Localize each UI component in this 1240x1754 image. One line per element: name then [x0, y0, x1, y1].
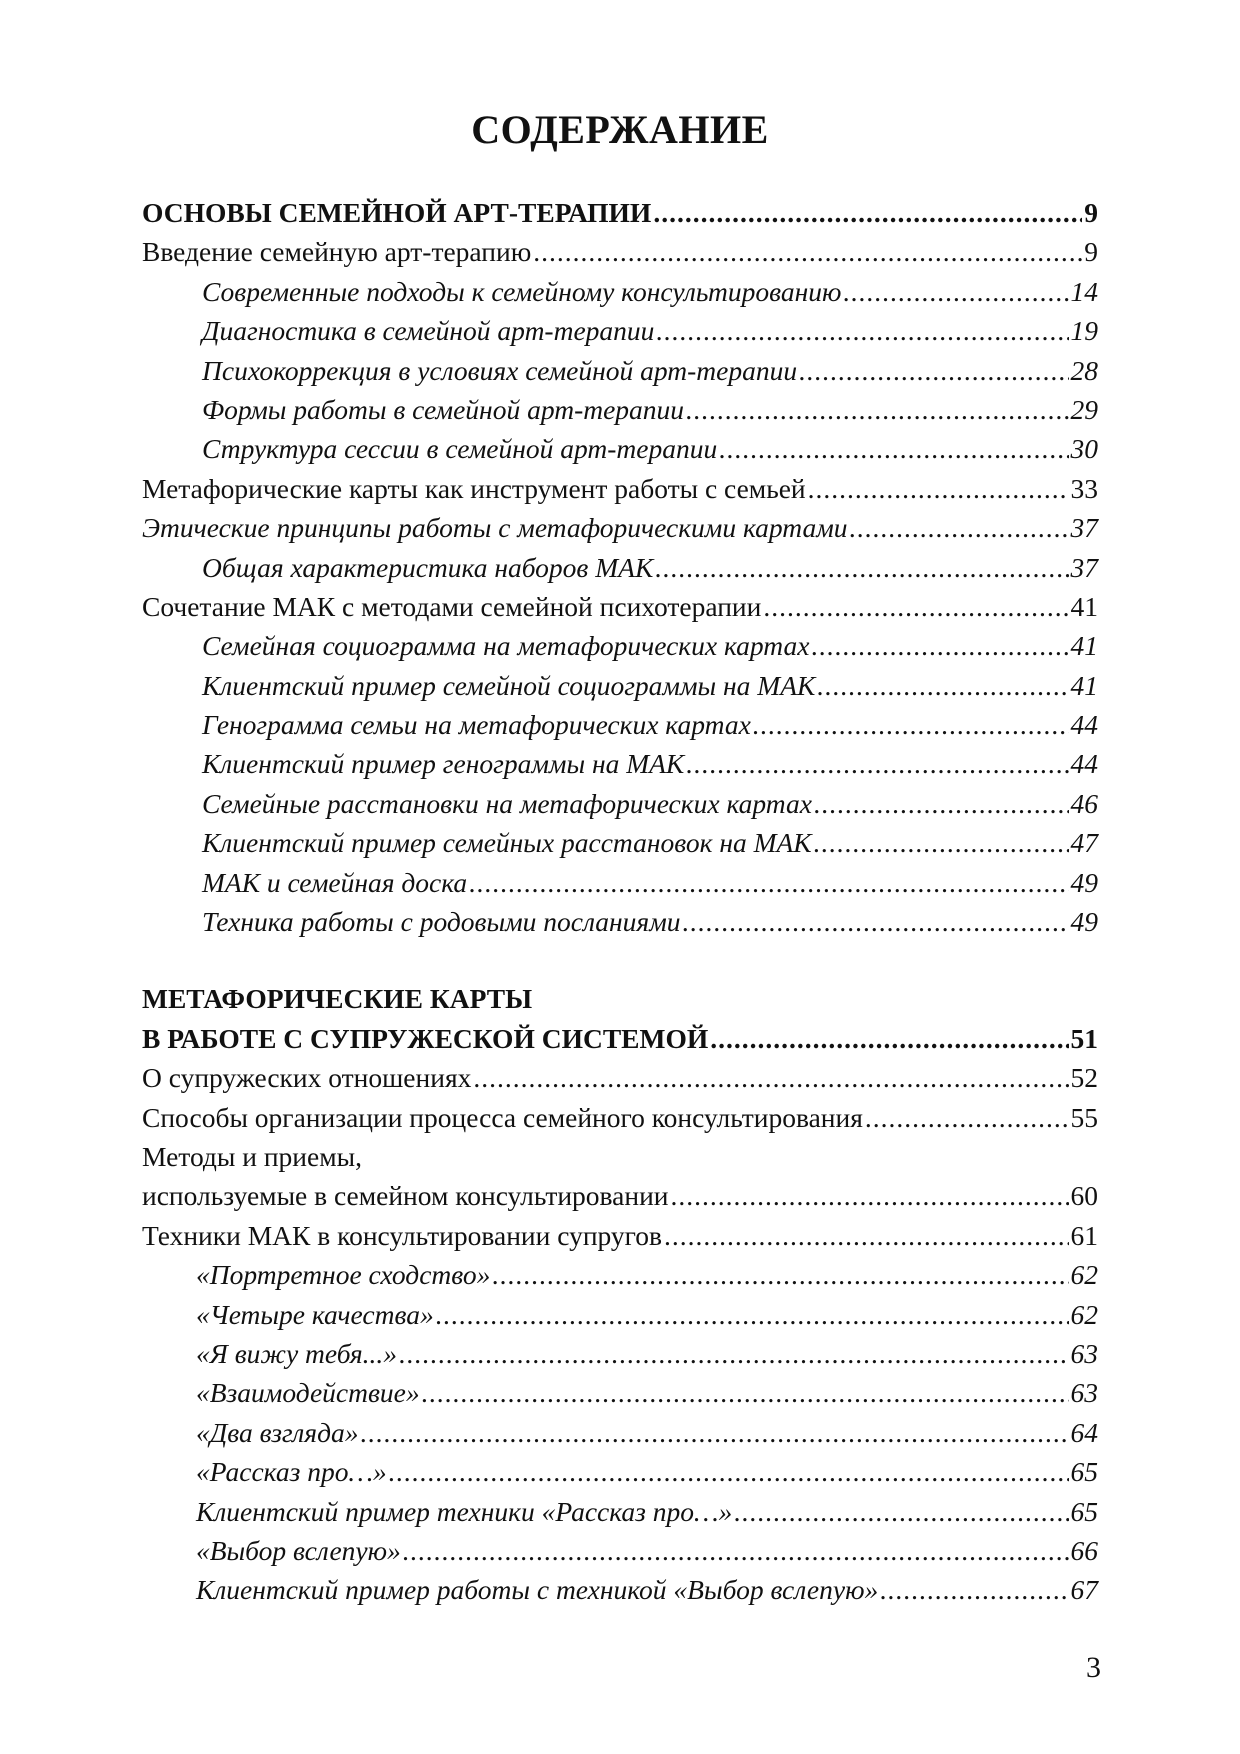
toc-entry	[142, 902, 1098, 941]
toc-entry-page: 66	[1070, 1534, 1098, 1566]
toc-entry-label: В РАБОТЕ С СУПРУЖЕСКОЙ СИСТЕМОЙ	[142, 1022, 709, 1054]
toc-dot-leader	[811, 626, 1068, 665]
toc-entry-label: используемые в семейном консультировании	[142, 1180, 669, 1212]
toc-entry-label: Психокоррекция в условиях семейной арт-терапии	[202, 354, 798, 386]
toc-dot-leader	[814, 823, 1069, 862]
toc-dot-leader	[843, 272, 1068, 311]
toc-entry-page: 41	[1070, 669, 1098, 701]
toc-entry-page: 64	[1070, 1416, 1098, 1448]
toc-entry-page: 51	[1070, 1022, 1098, 1054]
toc-entry-page: 61	[1070, 1219, 1098, 1251]
toc-dot-leader	[865, 1098, 1069, 1137]
toc-entry-page: 62	[1070, 1298, 1098, 1330]
toc-entry-page: 41	[1070, 630, 1098, 662]
toc-dot-leader	[686, 744, 1068, 783]
toc-entry-label: «Я вижу тебя...»	[196, 1337, 398, 1369]
toc-entry-page: 49	[1070, 906, 1098, 938]
toc-entry	[142, 1019, 1098, 1058]
toc-entry-label: Семейная социограмма на метафорических картах	[202, 630, 810, 662]
toc-entry-page: 62	[1070, 1259, 1098, 1291]
page-title: СОДЕРЖАНИЕ	[471, 107, 769, 152]
toc-entry	[142, 1216, 1098, 1255]
toc-dot-leader	[436, 1295, 1069, 1334]
toc-entry	[142, 1531, 1098, 1570]
toc-entry-label: «Портретное сходство»	[196, 1259, 491, 1291]
toc-entry-label: Структура сессии в семейной арт-терапии	[202, 433, 718, 465]
toc-entry-label: «Взаимодействие»	[196, 1377, 420, 1409]
toc-entry	[142, 979, 1098, 1018]
toc-entry-page: 28	[1070, 354, 1098, 386]
toc-entry-label: Клиентский пример семейной социограммы на МАК	[202, 669, 816, 701]
toc-entry-label: Техники МАК в консультировании супругов	[142, 1219, 663, 1251]
toc-entry-label: Метафорические карты как инструмент работы с семьей	[142, 472, 806, 504]
toc-entry-page: 9	[1084, 197, 1098, 228]
toc-entry-page: 67	[1070, 1574, 1098, 1606]
toc-dot-leader	[850, 508, 1069, 547]
toc-entry-page: 65	[1070, 1456, 1098, 1488]
toc-entry	[142, 311, 1098, 350]
toc-dot-leader	[664, 1216, 1068, 1255]
toc-entry-label: Клиентский пример работы с техникой «Выбор вслепую»	[196, 1574, 879, 1606]
toc-dot-leader	[753, 705, 1069, 744]
toc-entry	[142, 1058, 1098, 1097]
toc-entry	[142, 1334, 1098, 1373]
toc-entry-page: 52	[1070, 1062, 1098, 1094]
toc-entry-page: 14	[1070, 275, 1098, 307]
toc-entry	[142, 1492, 1098, 1531]
toc-entry-label: «Выбор вслепую»	[196, 1534, 401, 1566]
toc-entry-label: О супружеских отношениях	[142, 1062, 472, 1094]
toc-dot-leader	[533, 232, 1082, 271]
toc-entry	[142, 1373, 1098, 1412]
toc-dot-leader	[763, 587, 1068, 626]
toc-entry-label: «Рассказ про…»	[196, 1456, 387, 1488]
toc-dot-leader	[653, 193, 1082, 232]
toc-entry-label: ОСНОВЫ СЕМЕЙНОЙ АРТ-ТЕРАПИИ	[142, 197, 652, 228]
toc-dot-leader	[473, 1058, 1068, 1097]
toc-entry-label: Формы работы в семейной арт-терапии	[202, 393, 685, 425]
toc-entry	[142, 232, 1098, 271]
toc-entry-page: 37	[1070, 512, 1098, 544]
toc-dot-leader	[814, 784, 1069, 823]
toc-dot-leader	[671, 1176, 1069, 1215]
toc-dot-leader	[492, 1255, 1068, 1294]
toc-entry-label: Способы организации процесса семейного консультирования	[142, 1101, 863, 1133]
toc-dot-leader	[469, 863, 1068, 902]
toc-entry-page: 46	[1070, 787, 1098, 819]
toc-entry	[142, 863, 1098, 902]
toc-entry	[142, 390, 1098, 429]
toc-entry	[142, 744, 1098, 783]
page-number: 3	[1086, 1651, 1101, 1684]
toc-dot-leader	[656, 311, 1068, 350]
toc-entry-page: 49	[1070, 866, 1098, 898]
toc-dot-leader	[799, 351, 1068, 390]
toc-entry	[142, 508, 1098, 547]
toc-dot-leader	[655, 548, 1068, 587]
toc-entry-page: 29	[1070, 393, 1098, 425]
toc-entry-label: Общая характеристика наборов МАК	[202, 551, 654, 583]
toc-entry-label: «Четыре качества»	[196, 1298, 434, 1330]
toc-entry-page: 65	[1070, 1495, 1098, 1527]
toc-dot-leader	[360, 1413, 1068, 1452]
toc-entry-label: Клиентский пример техники «Рассказ про…»	[196, 1495, 733, 1527]
toc-entry-label: Сочетание МАК с методами семейной психотерапии	[142, 590, 762, 622]
toc-dot-leader	[808, 469, 1069, 508]
toc-entry	[142, 823, 1098, 862]
toc-entry	[142, 469, 1098, 508]
toc-dot-leader	[403, 1531, 1069, 1570]
toc-entry	[142, 784, 1098, 823]
toc-entry-page: 44	[1070, 709, 1098, 741]
toc-entry-page: 37	[1070, 551, 1098, 583]
toc-entry	[142, 548, 1098, 587]
toc-dot-leader	[683, 902, 1069, 941]
toc-entry-page: 33	[1070, 472, 1098, 504]
table-of-contents	[142, 193, 1098, 1610]
toc-entry-page: 30	[1070, 433, 1098, 465]
toc-entry-label: Этические принципы работы с метафорическими картами	[142, 512, 848, 544]
toc-entry	[142, 1255, 1098, 1294]
toc-entry	[142, 272, 1098, 311]
toc-dot-leader	[710, 1019, 1068, 1058]
toc-entry-label: «Два взгляда»	[196, 1416, 359, 1448]
toc-entry	[142, 1295, 1098, 1334]
toc-entry	[142, 626, 1098, 665]
toc-dot-leader	[719, 429, 1068, 468]
toc-entry-label: МЕТАФОРИЧЕСКИЕ КАРТЫ	[142, 983, 533, 1015]
toc-entry-label: Введение семейную арт-терапию	[142, 236, 532, 268]
toc-entry-label: Клиентский пример семейных расстановок на МАК	[202, 827, 812, 859]
toc-entry	[142, 587, 1098, 626]
toc-entry-label: Клиентский пример генограммы на МАК	[202, 748, 685, 780]
toc-entry-page: 44	[1070, 748, 1098, 780]
toc-dot-leader	[880, 1570, 1068, 1609]
toc-entry-page: 60	[1070, 1180, 1098, 1212]
toc-entry-page: 19	[1070, 315, 1098, 347]
toc-entry	[142, 1570, 1098, 1609]
toc-entry	[142, 429, 1098, 468]
toc-entry-page: 47	[1070, 827, 1098, 859]
toc-entry-page: 41	[1070, 590, 1098, 622]
toc-entry-page: 9	[1084, 236, 1098, 268]
toc-entry	[142, 1176, 1098, 1215]
toc-entry-label: Техника работы с родовыми посланиями	[202, 906, 681, 938]
toc-entry-page: 63	[1070, 1337, 1098, 1369]
toc-entry-label: Современные подходы к семейному консультированию	[202, 275, 842, 307]
toc-entry	[142, 351, 1098, 390]
toc-dot-leader	[389, 1452, 1069, 1491]
toc-dot-leader	[686, 390, 1068, 429]
toc-entry-label: Семейные расстановки на метафорических картах	[202, 787, 812, 819]
toc-dot-leader	[817, 666, 1068, 705]
toc-entry	[142, 1452, 1098, 1491]
toc-entry-page: 55	[1070, 1101, 1098, 1133]
toc-entry	[142, 1413, 1098, 1452]
toc-entry	[142, 1137, 1098, 1176]
toc-entry	[142, 193, 1098, 232]
toc-dot-leader	[422, 1373, 1069, 1412]
toc-entry	[142, 666, 1098, 705]
toc-dot-leader	[399, 1334, 1068, 1373]
toc-entry-label: Методы и приемы,	[142, 1140, 362, 1172]
toc-entry-label: Генограмма семьи на метафорических картах	[202, 709, 751, 741]
toc-entry-page: 63	[1070, 1377, 1098, 1409]
toc-dot-leader	[734, 1492, 1068, 1531]
toc-entry-label: МАК и семейная доска	[202, 866, 468, 898]
toc-entry-label: Диагностика в семейной арт-терапии	[202, 315, 655, 347]
toc-entry	[142, 705, 1098, 744]
toc-entry	[142, 1098, 1098, 1137]
